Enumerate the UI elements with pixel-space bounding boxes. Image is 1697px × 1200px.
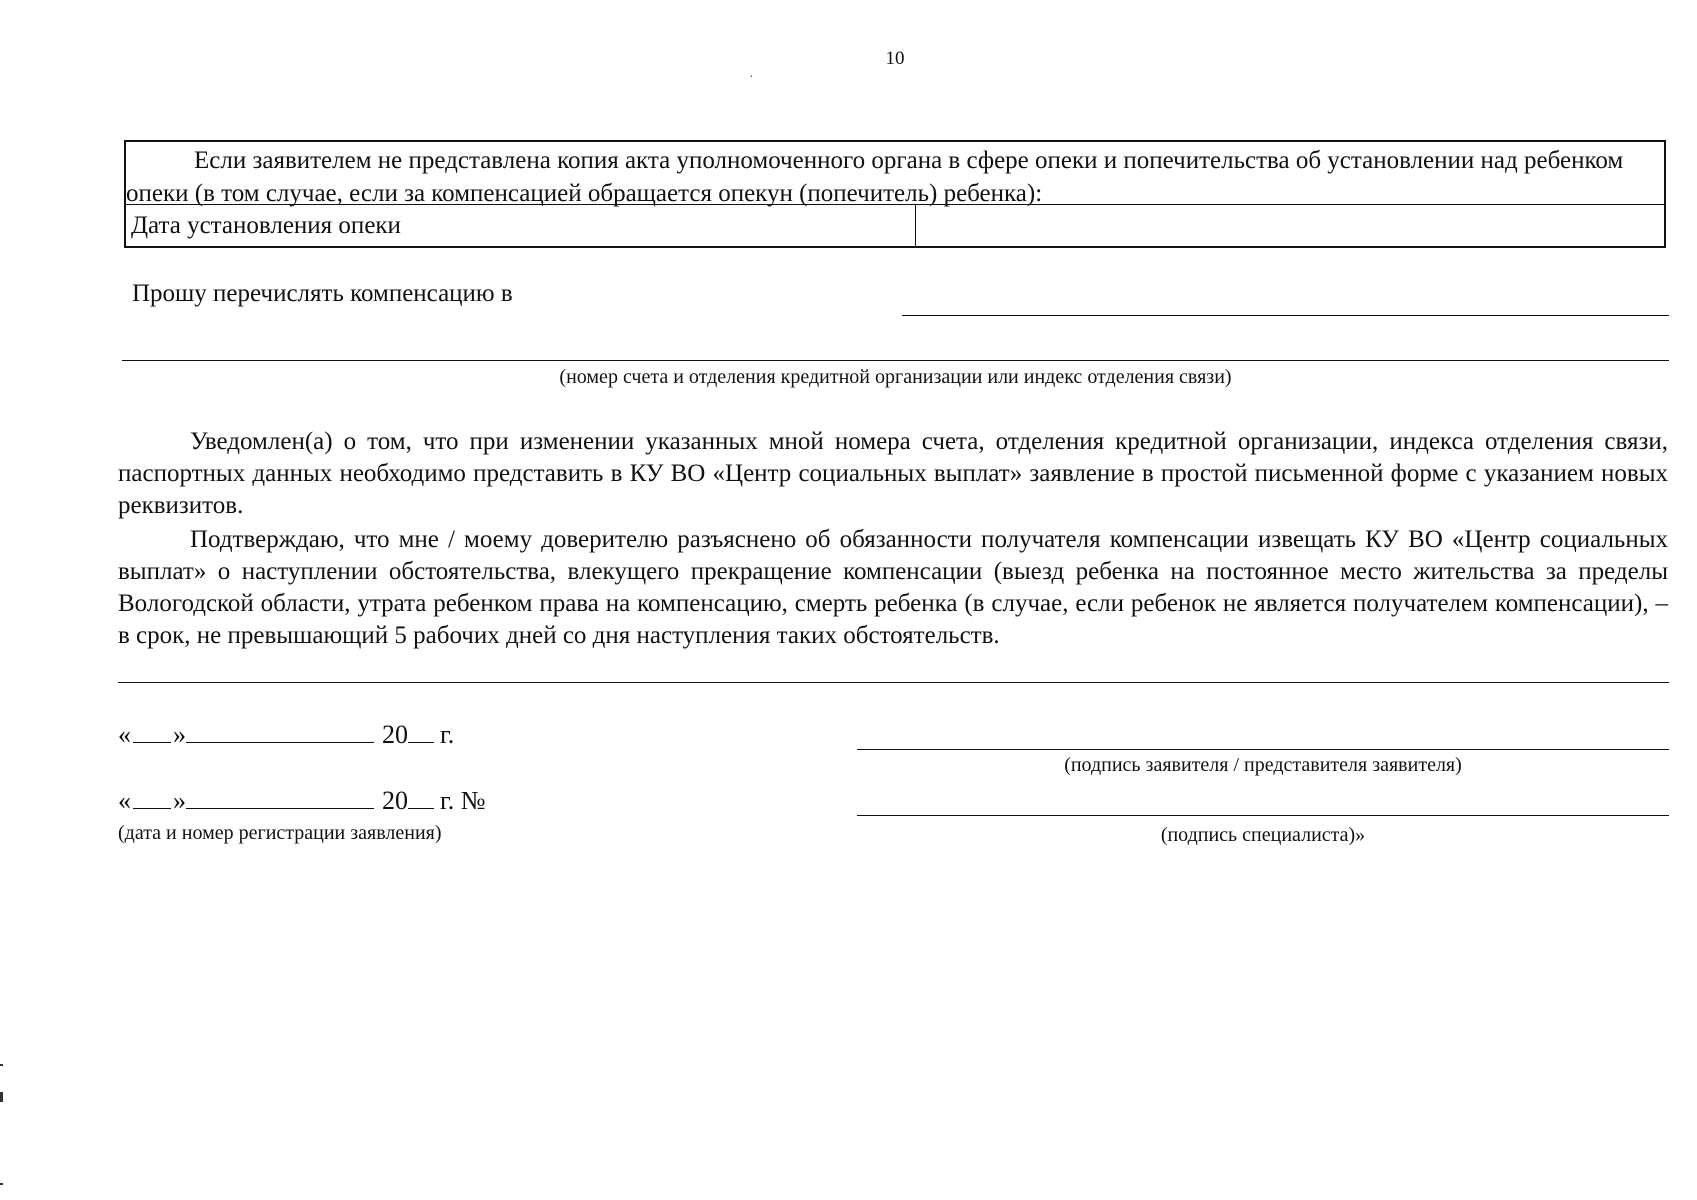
scan-mark <box>0 1183 3 1185</box>
account-caption: (номер счета и отделения кредитной организации или индекс отделения связи) <box>559 366 1232 388</box>
quote-close: » <box>173 720 186 749</box>
guardianship-date-label: Дата установления опеки <box>131 212 401 239</box>
guardianship-date-field[interactable] <box>920 208 1660 244</box>
notification-paragraph <box>118 426 1668 522</box>
month-field[interactable] <box>186 786 374 809</box>
table-divider <box>124 204 1666 205</box>
registration-caption: (дата и номер регистрации заявления) <box>118 822 442 844</box>
year-prefix: 20 <box>382 786 408 815</box>
applicant-signature-field[interactable] <box>857 749 1669 750</box>
year-field[interactable] <box>408 720 434 743</box>
quote-open: « <box>118 720 131 749</box>
scan-dot: · <box>749 70 754 85</box>
payment-request-text: Прошу перечислять компенсацию в <box>132 280 513 307</box>
guardianship-condition-text <box>126 144 1666 210</box>
month-field[interactable] <box>186 720 374 743</box>
account-number-field[interactable] <box>122 360 1669 361</box>
paragraph-underline <box>118 682 1669 683</box>
table-column-divider <box>915 204 916 248</box>
applicant-signature-caption: (подпись заявителя / представителя заявителя) <box>1064 754 1462 776</box>
scan-mark <box>0 1092 3 1102</box>
day-field[interactable] <box>133 786 171 809</box>
scan-mark <box>0 1064 3 1066</box>
specialist-signature-field[interactable] <box>857 815 1669 816</box>
quote-open: « <box>118 786 131 815</box>
guardianship-condition-label: Если заявителем не представлена копия акта уполномоченного органа в сфере опеки и попечительства об установлении над ребенком опеки (в том случае, если за компенсацией обращается опекун (попечитель) ребенка): <box>126 147 1624 207</box>
year-suffix: г. <box>440 720 455 749</box>
specialist-signature-caption: (подпись специалиста)» <box>1160 824 1366 846</box>
confirmation-paragraph <box>118 524 1668 652</box>
registration-date-row <box>118 786 486 816</box>
application-date-row <box>118 720 454 750</box>
year-field[interactable] <box>408 786 434 809</box>
page-number: 10 <box>885 48 905 69</box>
confirmation-text: Подтверждаю, что мне / моему доверителю разъяснено об обязанности получателя компенсации извещать КУ ВО «Центр социальных выплат» о наступлении обстоятельства, влекущего прекращение компенсации (выезд ребенка на постоянное место жительства за пределы Вологодской области, утрата ребенком права на компенсацию, смерть ребенка (в случае, если ребенок не является получателем компенсации), – в срок, не превышающий 5 рабочих дней со дня наступления таких обстоятельств. <box>118 526 1668 649</box>
year-prefix: 20 <box>382 720 408 749</box>
year-suffix: г. <box>440 786 455 815</box>
quote-close: » <box>173 786 186 815</box>
day-field[interactable] <box>133 720 171 743</box>
number-sign: № <box>460 786 486 815</box>
notification-text: Уведомлен(а) о том, что при изменении указанных мной номера счета, отделения кредитной организации, индекса отделения связи, паспортных данных необходимо представить в КУ ВО «Центр социальных выплат» заявление в простой письменной форме с указанием новых реквизитов. <box>118 428 1668 519</box>
payment-destination-field[interactable] <box>902 315 1669 316</box>
